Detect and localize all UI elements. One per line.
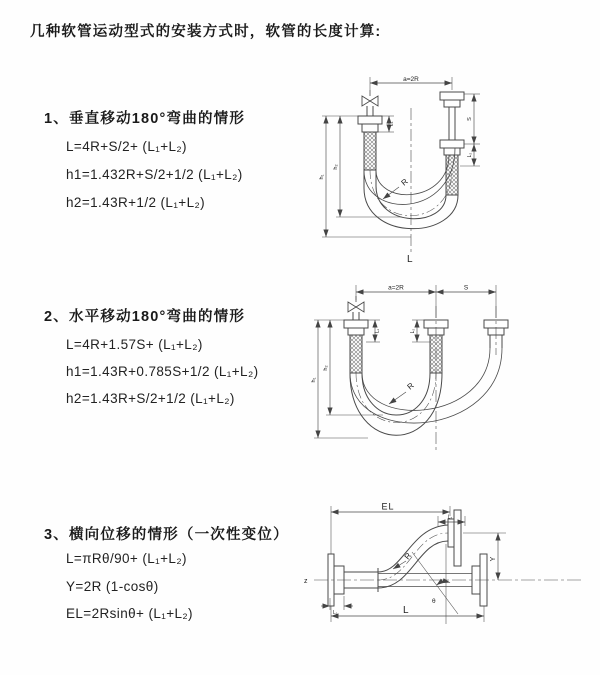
formula-line: h1=1.43R+0.785S+1/2 (L₁+L₂) <box>66 364 259 379</box>
dim-label-l2: L₂ <box>410 328 416 334</box>
dim-label-l2: L₂ <box>467 152 473 158</box>
dim-label-h1: h₁ <box>311 377 317 383</box>
section-1-heading: 1、垂直移动180°弯曲的情形 <box>44 111 246 127</box>
dim-label-l1: L₁ <box>333 610 338 616</box>
formula-line: L=4R+S/2+ (L₁+L₂) <box>66 139 187 154</box>
formula-line: L=πRθ/90+ (L₁+L₂) <box>66 551 187 566</box>
angle-theta-label: θ <box>432 598 436 605</box>
section-3-heading: 3、横向位移的情形（一次性变位） <box>44 527 289 543</box>
dim-label-h2: h₂ <box>323 365 329 371</box>
axis-break-symbol: z <box>304 578 308 585</box>
dim-label-a2r: a=2R <box>388 284 404 292</box>
dim-label-l1: L₁ <box>374 328 381 334</box>
diagram-lateral-displacement <box>300 502 592 648</box>
formula-line: Y=2R (1-cosθ) <box>66 579 159 594</box>
dim-label-h2: h₂ <box>333 164 339 170</box>
radius-label: R <box>402 551 414 562</box>
length-label: L <box>403 605 409 616</box>
dim-label-a2r: a=2R <box>403 76 419 83</box>
formula-line: h2=1.43R+S/2+1/2 (L₁+L₂) <box>66 391 235 406</box>
diagram-horizontal-180 <box>308 280 593 462</box>
dim-label-el: EL <box>381 502 395 512</box>
dim-label-s: S <box>467 117 473 121</box>
radius-label: R <box>399 176 410 188</box>
dim-label-l2: L₂ <box>447 514 453 521</box>
formula-line: h1=1.432R+S/2+1/2 (L₁+L₂) <box>66 167 243 182</box>
length-label: L <box>407 254 413 265</box>
dim-label-y: Y <box>490 556 497 562</box>
formula-line: L=4R+1.57S+ (L₁+L₂) <box>66 337 203 352</box>
dim-label-s: S <box>463 284 469 292</box>
dim-label-h1: h₁ <box>319 174 325 180</box>
page-title: 几种软管运动型式的安装方式时，软管的长度计算: <box>30 24 382 40</box>
dim-label-l1: L₁ <box>388 121 395 127</box>
section-2-heading: 2、水平移动180°弯曲的情形 <box>44 309 246 325</box>
diagram-vertical-180 <box>312 70 582 266</box>
radius-label: R <box>405 380 416 392</box>
formula-line: h2=1.43R+1/2 (L₁+L₂) <box>66 195 206 210</box>
formula-line: EL=2Rsinθ+ (L₁+L₂) <box>66 606 193 621</box>
